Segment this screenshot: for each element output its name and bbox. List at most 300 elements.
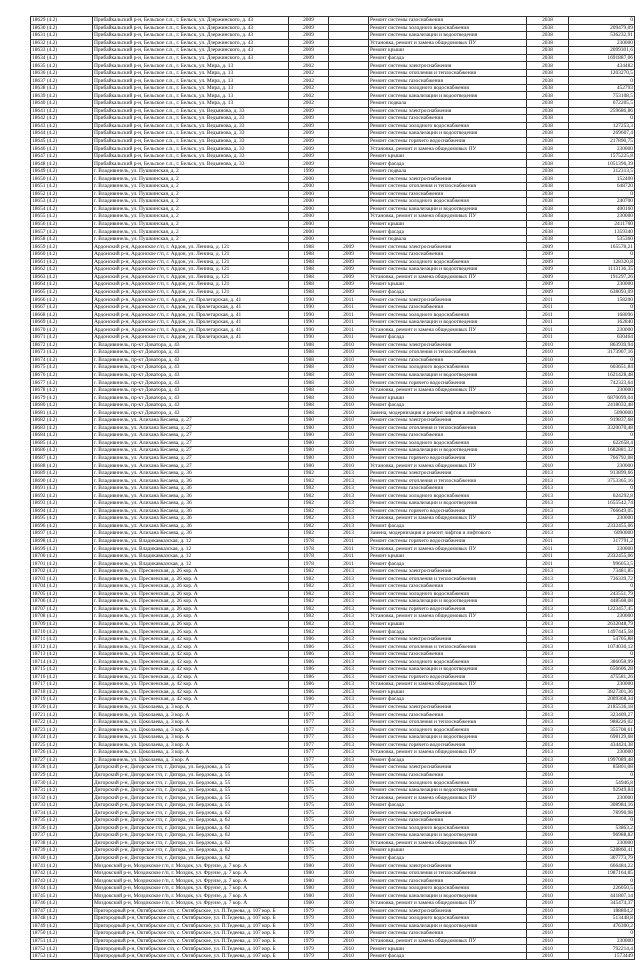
- cell-year-built: 1979: [289, 945, 329, 953]
- cell-year-plan: 2013: [527, 703, 569, 711]
- cell-year-built: 1979: [289, 952, 329, 960]
- cell-year-built: 1988: [289, 379, 329, 387]
- cell-cost: 400160: [569, 205, 635, 213]
- cell-year-built: 1986: [289, 643, 329, 651]
- cell-row-id: 18721 (4.2): [31, 711, 93, 719]
- cell-cost: 648720: [569, 183, 635, 191]
- cell-year-plan: 2038: [527, 62, 569, 70]
- table-row: [31, 32, 635, 40]
- register-sheet: [30, 16, 634, 960]
- cell-work-type: Ремонт системы холодного водоснабжения: [369, 311, 527, 319]
- cell-year-built: 1988: [289, 250, 329, 258]
- cell-cost: 622658,4: [569, 439, 635, 447]
- cell-row-id: 18676 (4.2): [31, 371, 93, 379]
- cell-year-built: 1990: [289, 296, 329, 304]
- cell-work-type: Ремонт системы газоснабжения: [369, 650, 527, 658]
- cell-year-plan: 2038: [527, 183, 569, 191]
- cell-work-type: Ремонт фасада: [369, 560, 527, 568]
- cell-year-last: 2010: [329, 364, 369, 372]
- cell-row-id: 18659 (4.2): [31, 243, 93, 251]
- cell-year-last: 2013: [329, 666, 369, 674]
- cell-cost: 312313,5: [569, 167, 635, 175]
- cell-address: г. Владивинель, ул. Цоколаева, д. 3 кор. А: [93, 749, 289, 757]
- cell-address: г. Владивинель, пр-кт Доватора, д. 43: [93, 356, 289, 364]
- table-row: [31, 152, 635, 160]
- cell-work-type: Ремонт системы холодного водоснабжения: [369, 658, 527, 666]
- cell-year-plan: 2013: [527, 733, 569, 741]
- cell-year-built: 2009: [289, 17, 329, 25]
- cell-work-type: Ремонт системы газоснабжения: [369, 356, 527, 364]
- cell-work-type: Ремонт системы канализации и водоотведения: [369, 371, 527, 379]
- cell-row-id: 18646 (4.2): [31, 145, 93, 153]
- cell-row-id: 18653 (4.2): [31, 198, 93, 206]
- cell-work-type: Ремонт системы газоснабжения: [369, 432, 527, 440]
- cell-work-type: Ремонт подвала: [369, 235, 527, 243]
- cell-year-built: 1982: [289, 530, 329, 538]
- cell-year-built: 1982: [289, 477, 329, 485]
- cell-year-last: [329, 92, 369, 100]
- table-row: [31, 39, 635, 47]
- cell-cost: 240700: [569, 198, 635, 206]
- cell-year-plan: 2010: [527, 915, 569, 923]
- cell-year-built: 1986: [289, 666, 329, 674]
- table-row: [31, 228, 635, 236]
- cell-cost: 230000: [569, 326, 635, 334]
- cell-year-built: 1982: [289, 605, 329, 613]
- cell-year-last: 2010: [329, 892, 369, 900]
- cell-address: г. Владивинель, пр-кт Доватора, д. 43: [93, 364, 289, 372]
- cell-year-built: 1986: [289, 673, 329, 681]
- cell-year-built: 1988: [289, 243, 329, 251]
- table-row: [31, 809, 635, 817]
- cell-year-plan: 2013: [527, 696, 569, 704]
- cell-work-type: Ремонт системы холодного водоснабжения: [369, 884, 527, 892]
- cell-address: Ардонский р-н, Ардонское г/п, г. Ардон, ул. Пролетарская, д. 41: [93, 311, 289, 319]
- cell-work-type: Ремонт системы электроснабжения: [369, 175, 527, 183]
- cell-work-type: Замена, модернизация и ремонт лифтов и лифтового: [369, 409, 527, 417]
- cell-year-plan: 2038: [527, 152, 569, 160]
- cell-work-type: Ремонт системы газоснабжения: [369, 77, 527, 85]
- cell-address: Прибайкальский р-н, Бельское с.п., г. Бельск, ул. Дзержинского, д. 43: [93, 39, 289, 47]
- cell-year-built: 1982: [289, 620, 329, 628]
- cell-year-last: 2013: [329, 658, 369, 666]
- cell-cost: 1691887,06: [569, 54, 635, 62]
- table-row: [31, 522, 635, 530]
- cell-year-plan: 2010: [527, 794, 569, 802]
- cell-year-plan: 2010: [527, 454, 569, 462]
- cell-year-built: 1975: [289, 809, 329, 817]
- cell-year-plan: 2038: [527, 167, 569, 175]
- cell-year-last: 2010: [329, 801, 369, 809]
- cell-address: г. Владивинель, ул. Пушкинская, д. 2: [93, 220, 289, 228]
- table-row: [31, 922, 635, 930]
- cell-year-last: 2010: [329, 862, 369, 870]
- cell-cost: 5090000: [569, 409, 635, 417]
- cell-row-id: 18697 (4.2): [31, 530, 93, 538]
- cell-work-type: Ремонт системы электроснабжения: [369, 469, 527, 477]
- cell-address: Дигорский р-н, Дигорское г/п, г. Дигора, ул. Бердзова, д. 55: [93, 801, 289, 809]
- cell-row-id: 18644 (4.2): [31, 130, 93, 138]
- cell-year-last: 2010: [329, 409, 369, 417]
- cell-address: Пригородный р-н, Октябрьское с/п, с. Октябрьское, ул. П.Тедеева, д. 107 кор. Б: [93, 915, 289, 923]
- cell-cost: 535360: [569, 235, 635, 243]
- cell-address: г. Владивинель, ул. Цоколаева, д. 3 кор. А: [93, 741, 289, 749]
- cell-year-built: 2009: [289, 137, 329, 145]
- cell-cost: 1997089,48: [569, 756, 635, 764]
- cell-address: г. Владивинель, пр-кт Доватора, д. 43: [93, 401, 289, 409]
- table-row: [31, 718, 635, 726]
- cell-cost: 0: [569, 190, 635, 198]
- cell-work-type: Ремонт системы холодного водоснабжения: [369, 198, 527, 206]
- cell-cost: 698129,68: [569, 733, 635, 741]
- cell-year-built: 1977: [289, 741, 329, 749]
- cell-cost: 476300,2: [569, 922, 635, 930]
- cell-row-id: 18698 (4.2): [31, 537, 93, 545]
- cell-address: Прибайкальский р-н, Бельское с.п., г. Бельск, ул. Ведьянова, д. 33: [93, 107, 289, 115]
- cell-year-built: 2009: [289, 32, 329, 40]
- cell-year-plan: 2010: [527, 862, 569, 870]
- cell-work-type: Ремонт системы канализации и водоотведения: [369, 666, 527, 674]
- cell-cost: 226050,5: [569, 884, 635, 892]
- table-row: [31, 356, 635, 364]
- cell-work-type: Ремонт системы канализации и водоотведения: [369, 500, 527, 508]
- cell-year-last: 2010: [329, 779, 369, 787]
- cell-address: г. Владивинель, ул. Цоколаева, д. 3 кор. А: [93, 726, 289, 734]
- cell-year-last: 2010: [329, 869, 369, 877]
- cell-year-last: 2013: [329, 696, 369, 704]
- table-row: [31, 130, 635, 138]
- cell-year-built: 1980: [289, 447, 329, 455]
- cell-address: Моздокский р-н, Моздокское г/п, г. Моздок, ул. Фрунзе, д. 7 кор. А: [93, 862, 289, 870]
- table-row: [31, 62, 635, 70]
- cell-year-last: [329, 190, 369, 198]
- cell-row-id: 18677 (4.2): [31, 379, 93, 387]
- cell-year-plan: 2010: [527, 416, 569, 424]
- cell-year-last: 2010: [329, 907, 369, 915]
- cell-address: г. Владивинель, пр-кт Доватора, д. 43: [93, 394, 289, 402]
- cell-row-id: 18669 (4.2): [31, 318, 93, 326]
- cell-year-plan: 2010: [527, 824, 569, 832]
- cell-year-plan: 2010: [527, 786, 569, 794]
- cell-year-built: 1975: [289, 801, 329, 809]
- cell-address: Дигорский р-н, Дигорское г/п, г. Дигора, ул. Бердзова, д. 62: [93, 816, 289, 824]
- cell-cost: 919837,68: [569, 416, 635, 424]
- cell-work-type: Ремонт системы холодного водоснабжения: [369, 915, 527, 923]
- cell-year-built: 1982: [289, 507, 329, 515]
- cell-year-last: [329, 228, 369, 236]
- cell-address: Ардонский р-н, Ардонское г/п, г. Ардон, ул. Ленина, д. 121: [93, 243, 289, 251]
- cell-year-plan: 2038: [527, 32, 569, 40]
- cell-cost: 528860,41: [569, 847, 635, 855]
- cell-year-last: [329, 54, 369, 62]
- cell-year-built: 1982: [289, 583, 329, 591]
- cell-year-built: 1975: [289, 786, 329, 794]
- cell-address: Ардонский р-н, Ардонское г/п, г. Ардон, ул. Ленина, д. 121: [93, 288, 289, 296]
- cell-cost: 3320070,48: [569, 424, 635, 432]
- cell-address: г. Владивинель, ул. Пресненская, д. 26 кор. А: [93, 605, 289, 613]
- cell-year-built: 1986: [289, 658, 329, 666]
- cell-year-last: 2013: [329, 507, 369, 515]
- cell-work-type: Ремонт системы электроснабжения: [369, 764, 527, 772]
- cell-work-type: Ремонт системы канализации и водоотведения: [369, 205, 527, 213]
- cell-year-plan: 2010: [527, 816, 569, 824]
- cell-year-plan: 2038: [527, 77, 569, 85]
- cell-work-type: Ремонт системы газоснабжения: [369, 484, 527, 492]
- cell-work-type: Ремонт крыши: [369, 220, 527, 228]
- cell-year-last: 2010: [329, 839, 369, 847]
- cell-year-built: 2000: [289, 235, 329, 243]
- cell-year-built: 1980: [289, 439, 329, 447]
- cell-work-type: Ремонт системы холодного водоснабжения: [369, 364, 527, 372]
- cell-year-last: [329, 183, 369, 191]
- cell-row-id: 18696 (4.2): [31, 522, 93, 530]
- cell-cost: 162840: [569, 318, 635, 326]
- cell-cost: 448568,08: [569, 598, 635, 606]
- cell-year-plan: 2010: [527, 952, 569, 960]
- cell-year-plan: 2010: [527, 462, 569, 470]
- cell-year-plan: 2013: [527, 688, 569, 696]
- cell-cost: 54946,8: [569, 779, 635, 787]
- cell-year-plan: 2013: [527, 726, 569, 734]
- cell-year-plan: 2013: [527, 756, 569, 764]
- cell-work-type: Ремонт системы отопления и теплоснабжения: [369, 69, 527, 77]
- cell-row-id: 18684 (4.2): [31, 432, 93, 440]
- cell-year-built: 2000: [289, 213, 329, 221]
- cell-work-type: Ремонт системы газоснабжения: [369, 583, 527, 591]
- cell-year-last: 2010: [329, 379, 369, 387]
- cell-work-type: Ремонт системы холодного водоснабжения: [369, 779, 527, 787]
- cell-cost: 3173907,16: [569, 349, 635, 357]
- cell-work-type: Установка, ремонт и замена общедомовых ПУ: [369, 515, 527, 523]
- cell-year-plan: 2010: [527, 349, 569, 357]
- table-row: [31, 832, 635, 840]
- cell-work-type: Ремонт системы горячего водоснабжения: [369, 605, 527, 613]
- cell-address: г. Владивинель, ул. Алихана Кесаева, д. 36: [93, 492, 289, 500]
- cell-address: Моздокский р-н, Моздокское г/п, г. Моздок, ул. Фрунзе, д. 7 кор. А: [93, 884, 289, 892]
- cell-year-plan: 2013: [527, 590, 569, 598]
- cell-address: Дигорский р-н, Дигорское г/п, г. Дигора, ул. Бердзова, д. 55: [93, 764, 289, 772]
- cell-year-plan: 2010: [527, 809, 569, 817]
- cell-cost: 913899,66: [569, 469, 635, 477]
- cell-year-plan: 2011: [527, 303, 569, 311]
- cell-address: г. Владивинель, ул. Пушкинская, д. 2: [93, 190, 289, 198]
- cell-year-plan: 2013: [527, 681, 569, 689]
- cell-year-last: 2010: [329, 424, 369, 432]
- table-row: [31, 952, 635, 960]
- table-row: [31, 183, 635, 191]
- cell-work-type: Ремонт системы электроснабжения: [369, 567, 527, 575]
- cell-year-built: 1978: [289, 552, 329, 560]
- cell-year-last: 2013: [329, 522, 369, 530]
- cell-cost: 308984,16: [569, 801, 635, 809]
- cell-year-last: 2013: [329, 477, 369, 485]
- cell-work-type: Ремонт системы электроснабжения: [369, 341, 527, 349]
- table-row: [31, 401, 635, 409]
- cell-year-built: 2002: [289, 62, 329, 70]
- table-row: [31, 869, 635, 877]
- cell-year-built: 1980: [289, 424, 329, 432]
- cell-work-type: Ремонт фасада: [369, 228, 527, 236]
- cell-cost: 317791,2: [569, 537, 635, 545]
- cell-work-type: Ремонт системы газоснабжения: [369, 711, 527, 719]
- cell-cost: 536232,91: [569, 32, 635, 40]
- cell-year-built: 2002: [289, 92, 329, 100]
- table-row: [31, 537, 635, 545]
- cell-year-plan: 2038: [527, 130, 569, 138]
- cell-year-last: 2010: [329, 462, 369, 470]
- cell-year-plan: 2010: [527, 401, 569, 409]
- table-row: [31, 379, 635, 387]
- cell-row-id: 18640 (4.2): [31, 100, 93, 108]
- cell-year-built: 1975: [289, 839, 329, 847]
- cell-year-built: 1982: [289, 484, 329, 492]
- cell-year-plan: 2038: [527, 122, 569, 130]
- cell-year-plan: 2013: [527, 718, 569, 726]
- cell-year-plan: 2010: [527, 341, 569, 349]
- cell-year-plan: 2010: [527, 869, 569, 877]
- cell-year-built: 2000: [289, 228, 329, 236]
- cell-year-last: [329, 107, 369, 115]
- table-row: [31, 311, 635, 319]
- table-row: [31, 552, 635, 560]
- cell-work-type: Установка, ремонт и замена общедомовых ПУ: [369, 273, 527, 281]
- cell-year-plan: 2010: [527, 877, 569, 885]
- table-row: [31, 862, 635, 870]
- cell-row-id: 18724 (4.2): [31, 733, 93, 741]
- cell-year-last: 2010: [329, 915, 369, 923]
- cell-cost: 672205,5: [569, 100, 635, 108]
- cell-address: Дигорский р-н, Дигорское г/п, г. Дигора, ул. Бердзова, д. 55: [93, 794, 289, 802]
- cell-address: г. Владивинель, ул. Владикавказская, д. 12: [93, 537, 289, 545]
- table-row: [31, 839, 635, 847]
- cell-row-id: 18647 (4.2): [31, 152, 93, 160]
- cell-address: г. Владивинель, ул. Пресненская, д. 42 кор. А: [93, 696, 289, 704]
- cell-year-plan: 2009: [527, 273, 569, 281]
- table-row: [31, 213, 635, 221]
- table-row: [31, 235, 635, 243]
- table-row: [31, 945, 635, 953]
- cell-address: Прибайкальский р-н, Бельское с.п., г. Бельск, ул. Дзержинского, д. 43: [93, 47, 289, 55]
- cell-cost: 863939,94: [569, 341, 635, 349]
- cell-row-id: 18740 (4.2): [31, 854, 93, 862]
- cell-address: Моздокский р-н, Моздокское г/п, г. Моздок, ул. Фрунзе, д. 7 кор. А: [93, 877, 289, 885]
- cell-year-last: 2010: [329, 386, 369, 394]
- cell-cost: 766792,08: [569, 454, 635, 462]
- cell-year-built: 1986: [289, 681, 329, 689]
- cell-year-plan: 2013: [527, 583, 569, 591]
- cell-year-built: 1988: [289, 273, 329, 281]
- cell-cost: 230000: [569, 213, 635, 221]
- table-row: [31, 454, 635, 462]
- cell-year-built: 1986: [289, 688, 329, 696]
- cell-row-id: 18687 (4.2): [31, 454, 93, 462]
- table-row: [31, 258, 635, 266]
- cell-year-last: 2010: [329, 809, 369, 817]
- cell-row-id: 18672 (4.2): [31, 341, 93, 349]
- cell-work-type: Установка, ремонт и замена общедомовых ПУ: [369, 213, 527, 221]
- cell-cost: 2332455,06: [569, 552, 635, 560]
- table-row: [31, 190, 635, 198]
- cell-work-type: Ремонт системы электроснабжения: [369, 107, 527, 115]
- cell-year-plan: 2010: [527, 379, 569, 387]
- cell-year-last: 2010: [329, 371, 369, 379]
- cell-address: г. Владивинель, ул. Пресненская, д. 42 кор. А: [93, 666, 289, 674]
- cell-work-type: Ремонт системы канализации и водоотведения: [369, 832, 527, 840]
- cell-row-id: 18725 (4.2): [31, 741, 93, 749]
- cell-work-type: Установка, ремонт и замена общедомовых ПУ: [369, 326, 527, 334]
- cell-year-plan: 2010: [527, 832, 569, 840]
- table-row: [31, 175, 635, 183]
- table-row: [31, 77, 635, 85]
- table-row: [31, 733, 635, 741]
- cell-year-last: [329, 235, 369, 243]
- cell-year-plan: 2010: [527, 930, 569, 938]
- cell-work-type: Ремонт фасада: [369, 288, 527, 296]
- cell-row-id: 18735 (4.2): [31, 816, 93, 824]
- cell-year-last: 2013: [329, 749, 369, 757]
- table-row: [31, 409, 635, 417]
- cell-cost: 1575225,8: [569, 152, 635, 160]
- cell-cost: 0: [569, 930, 635, 938]
- cell-year-last: 2013: [329, 741, 369, 749]
- cell-year-built: 1980: [289, 432, 329, 440]
- cell-cost: 0: [569, 432, 635, 440]
- cell-year-last: [329, 130, 369, 138]
- cell-address: г. Владивинель, ул. Пресненская, д. 26 кор. А: [93, 598, 289, 606]
- cell-work-type: Ремонт системы канализации и водоотведения: [369, 786, 527, 794]
- cell-cost: 209479,09: [569, 24, 635, 32]
- cell-year-last: 2013: [329, 718, 369, 726]
- cell-address: г. Владивинель, пр-кт Доватора, д. 43: [93, 371, 289, 379]
- cell-work-type: Установка, ремонт и замена общедомовых ПУ: [369, 39, 527, 47]
- cell-year-plan: 2013: [527, 567, 569, 575]
- table-row: [31, 243, 635, 251]
- cell-row-id: 18692 (4.2): [31, 492, 93, 500]
- cell-year-plan: 2013: [527, 575, 569, 583]
- cell-year-last: 2009: [329, 258, 369, 266]
- cell-row-id: 18660 (4.2): [31, 250, 93, 258]
- cell-work-type: Установка, ремонт и замена общедомовых ПУ: [369, 545, 527, 553]
- cell-cost: 1621428,48: [569, 371, 635, 379]
- cell-year-plan: 2010: [527, 432, 569, 440]
- cell-year-last: [329, 47, 369, 55]
- cell-address: г. Владивинель, ул. Пресненская, д. 26 кор. А: [93, 590, 289, 598]
- cell-work-type: Ремонт фасада: [369, 401, 527, 409]
- table-row: [31, 703, 635, 711]
- table-row: [31, 650, 635, 658]
- cell-address: г. Владивинель, ул. Алихана Кесаева, д. 27: [93, 416, 289, 424]
- cell-year-plan: 2013: [527, 620, 569, 628]
- cell-work-type: Ремонт системы горячего водоснабжения: [369, 673, 527, 681]
- cell-work-type: Ремонт фасада: [369, 801, 527, 809]
- cell-row-id: 18683 (4.2): [31, 424, 93, 432]
- cell-cost: 188804,2: [569, 907, 635, 915]
- cell-year-built: 2002: [289, 77, 329, 85]
- cell-year-last: [329, 62, 369, 70]
- table-row: [31, 296, 635, 304]
- table-row: [31, 416, 635, 424]
- cell-address: Прибайкальский р-н, Бельское с.п., г. Бельск, ул. Ведьянова, д. 33: [93, 145, 289, 153]
- cell-address: г. Владивинель, ул. Пресненская, д. 42 кор. А: [93, 635, 289, 643]
- cell-work-type: Ремонт системы электроснабжения: [369, 296, 527, 304]
- cell-address: Ардонский р-н, Ардонское г/п, г. Ардон, ул. Пролетарская, д. 41: [93, 303, 289, 311]
- table-row: [31, 92, 635, 100]
- cell-cost: 736339,72: [569, 575, 635, 583]
- table-row: [31, 492, 635, 500]
- table-row: [31, 266, 635, 274]
- cell-cost: 243551,79: [569, 590, 635, 598]
- cell-year-built: 1977: [289, 703, 329, 711]
